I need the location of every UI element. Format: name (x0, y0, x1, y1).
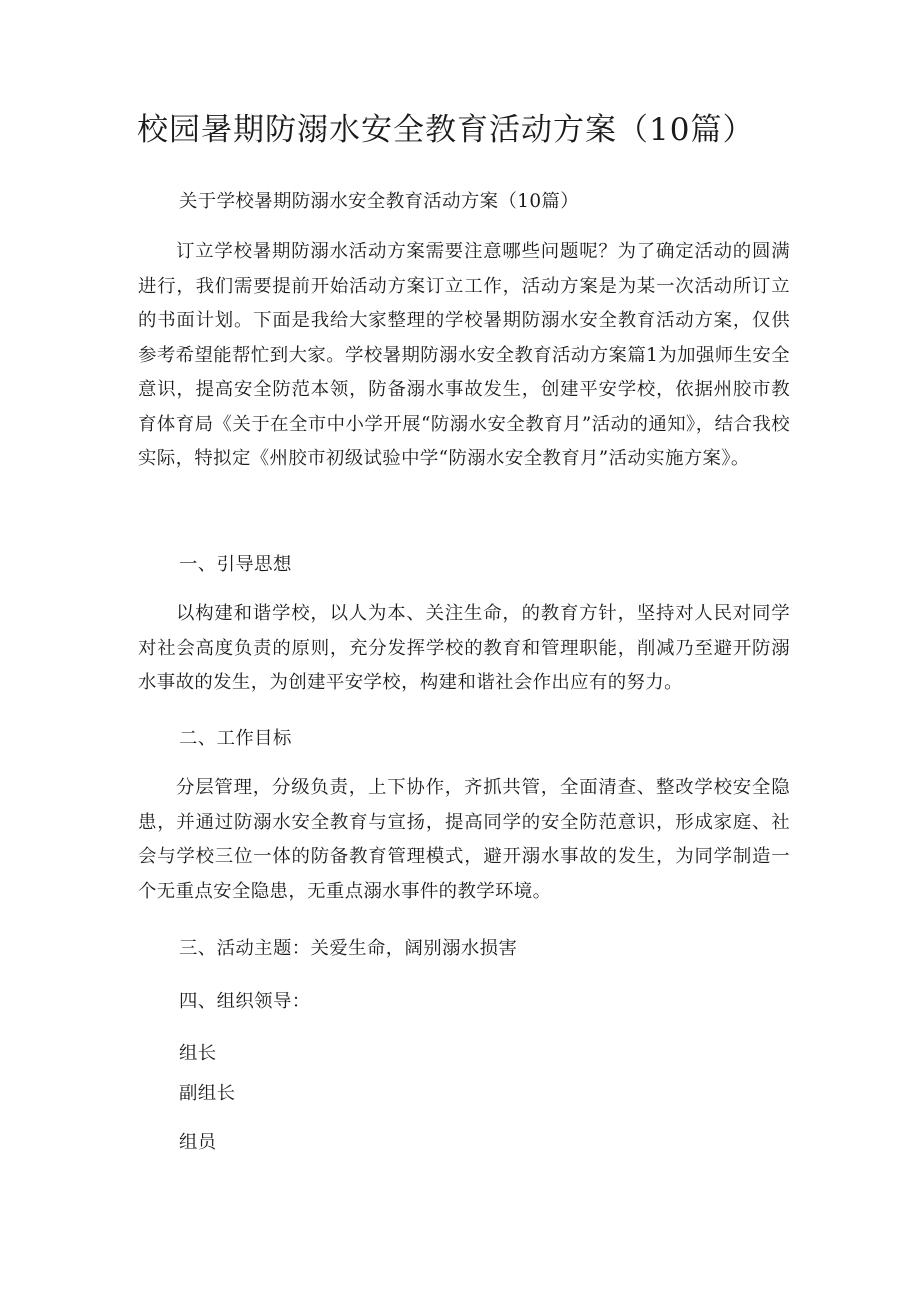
role-deputy-leader: 副组长 (179, 1083, 236, 1104)
intro-paragraph: 订立学校暑期防溺水活动方案需要注意哪些问题呢？为了确定活动的圆满进行，我们需要提前开始活动方案订立工作，活动方案是为某一次活动所订立的书面计划。下面是我给大家整理的学校暑期防溺水安全教育活动方案，仅供参考希望能帮忙到大家。学校暑期防溺水安全教育活动方案篇1为加强师生安全意识，提高安全防范本领，防备溺水事故发生，创建平安学校，依据州胶市教育体育局《关于在全市中小学开展“防溺水安全教育月”活动的通知》，结合我校实际，特拟定《州胶市初级试验中学“防溺水安全教育月”活动实施方案》。 (138, 241, 790, 469)
section-3-heading: 三、活动主题：关爱生命，阔别溺水损害 (179, 938, 518, 959)
section-2-heading: 二、工作目标 (179, 728, 292, 749)
document-title: 校园暑期防溺水安全教育活动方案（10篇） (137, 112, 755, 148)
document-subtitle: 关于学校暑期防溺水安全教育活动方案（10篇） (179, 191, 580, 212)
section-4-heading: 四、组织领导： (179, 991, 311, 1012)
role-member: 组员 (179, 1132, 217, 1153)
role-leader: 组长 (179, 1043, 217, 1064)
section-1-body: 以构建和谐学校，以人为本、关注生命，的教育方针，坚持对人民对同学对社会高度负责的原则，充分发挥学校的教育和管理职能，削减乃至避开防溺水事故的发生，为创建平安学校，构建和谐社会作出应有的努力。 (138, 603, 790, 693)
section-2-body: 分层管理，分级负责，上下协作，齐抓共管，全面清查、整改学校安全隐患，并通过防溺水安全教育与宣扬，提高同学的安全防范意识，形成家庭、社会与学校三位一体的防备教育管理模式，避开溺水事故的发生，为同学制造一个无重点安全隐患，无重点溺水事件的教学环境。 (138, 777, 790, 902)
section-1-heading: 一、引导思想 (179, 554, 292, 575)
